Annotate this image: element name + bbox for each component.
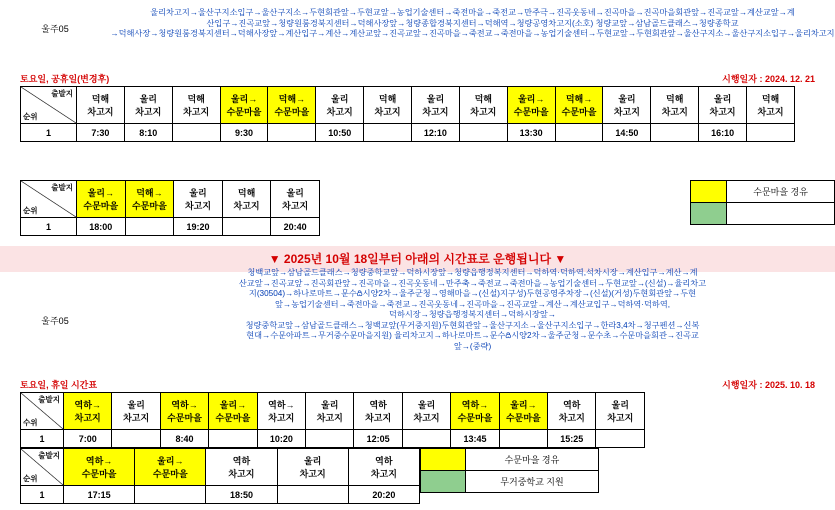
column-header: 덕해 차고지 (364, 87, 412, 124)
column-header: 울리 차고지 (277, 449, 348, 486)
departure-time-cell: 7:00 (64, 430, 112, 448)
column-header: 울리 차고지 (124, 87, 172, 124)
column-header: 덕해 차고지 (459, 87, 507, 124)
column-header: 역하→ 수문마을 (64, 449, 135, 486)
route-path-2-line-1: 청백교앞→삼남골드클래스→청량중학교앞→덕하시장앞→청량읍행정복지센터→덕하역·덕하역,석차시장→계산입구→계산→계 (247, 268, 698, 277)
notice-banner: ▼ 2025년 10월 18일부터 아래의 시간표로 운행됩니다 ▼ (0, 246, 835, 272)
route-path-1-line-1: 울리차고지→울산구지소입구→울산구지소→두현회관앞→두현교앞→농업기술센터→죽전마을→죽전교→만주극→진곡웃동네→진곡마을→진곡마을회관앞→진곡교앞→계산교앞→계 (150, 8, 795, 17)
departure-time-cell (459, 124, 507, 142)
departure-time-cell: 18:00 (77, 218, 126, 236)
timetable-1 (20, 86, 795, 142)
departure-time-cell: 10:50 (316, 124, 364, 142)
departure-time-cell (402, 430, 450, 448)
departure-time-cell (306, 430, 354, 448)
legend-label: 수문마을 경유 (466, 449, 599, 471)
departure-time-cell (364, 124, 412, 142)
column-header: 덕해 차고지 (747, 87, 795, 124)
column-header: 울리 차고지 (271, 181, 320, 218)
table-corner-header: 수위 출발지 (21, 393, 64, 430)
row-number: 1 (21, 124, 77, 142)
column-header: 덕해→ 수문마을 (125, 181, 174, 218)
column-header: 덕해 차고지 (77, 87, 125, 124)
legend-1 (690, 180, 835, 225)
effective-date-1: 시행일자 : 2024. 12. 21 (722, 74, 815, 84)
legend-row (691, 181, 835, 203)
section-2-header (0, 268, 835, 352)
table-row (21, 430, 645, 448)
column-header: 울리 차고지 (316, 87, 364, 124)
departure-time-cell (268, 124, 316, 142)
departure-time-cell: 15:25 (548, 430, 596, 448)
departure-time-cell: 20:20 (348, 486, 419, 504)
departure-time-cell: 17:15 (64, 486, 135, 504)
table-row (21, 124, 795, 142)
schedule-type-label-2: 토요일, 휴일 시간표 (20, 380, 98, 390)
column-header: 덕해→ 수문마을 (555, 87, 603, 124)
column-header: 역하 차고지 (348, 449, 419, 486)
row-number: 1 (21, 218, 77, 236)
departure-time-cell (125, 218, 174, 236)
legend-row (691, 203, 835, 225)
departure-time-cell: 12:05 (354, 430, 402, 448)
route-path-2-line-8: 앞→(중략) (453, 341, 492, 351)
route-path-2-line-4: 앞→농업기술센터→죽전마을→죽전교→진곡웃동네→진곡마을→진곡교앞→계산→계산교입구→덕하역·덕하역, (274, 299, 671, 309)
legend-color-swatch (421, 449, 466, 471)
column-header: 역하→ 수문마을 (451, 393, 499, 430)
departure-time-cell (596, 430, 645, 448)
departure-time-cell: 8:40 (160, 430, 208, 448)
column-header: 울리→ 수문마을 (507, 87, 555, 124)
legend-row (421, 471, 599, 493)
column-header: 울리 차고지 (412, 87, 460, 124)
column-header: 역하→ 차고지 (64, 393, 112, 430)
column-header: 덕해 차고지 (222, 181, 271, 218)
column-header: 울리 차고지 (603, 87, 651, 124)
departure-time-cell (222, 218, 271, 236)
route-number-1: 울주05 (41, 24, 69, 34)
departure-time-cell (555, 124, 603, 142)
departure-time-cell: 20:40 (271, 218, 320, 236)
column-header: 울리 차고지 (306, 393, 354, 430)
departure-time-cell: 18:50 (206, 486, 277, 504)
departure-time-cell (112, 430, 160, 448)
column-header: 울리 차고지 (596, 393, 645, 430)
departure-time-cell (747, 124, 795, 142)
departure-time-cell: 13:45 (451, 430, 499, 448)
row-number: 1 (21, 486, 64, 504)
route-path-2-line-2: 산교앞→진곡교앞→진곡회관앞→진곡마을→진곡웃동네→만주축→죽전교→죽전마을→농업기술센터→두현교앞→(신설)→율리차고 (238, 278, 707, 288)
departure-time-cell: 9:30 (220, 124, 268, 142)
meta-row-2 (20, 378, 815, 391)
timetable-2 (20, 180, 320, 236)
legend-label (727, 203, 835, 225)
departure-time-cell (172, 124, 220, 142)
column-header: 역하 차고지 (354, 393, 402, 430)
meta-row-1 (20, 72, 815, 85)
table-corner-header: 순위 출발지 (21, 449, 64, 486)
table-corner-header: 순위 출발지 (21, 87, 77, 124)
route-path-2-line-7: 현대→수문아파트→무거중수문마을지원) 율리차고지→하나로마트→문수ది시양2차→울주군청→문수초→수문마을회관→진곡교 (246, 331, 699, 340)
effective-date-2: 시행일자 : 2025. 10. 18 (722, 380, 815, 390)
table-row (21, 486, 420, 504)
departure-time-cell: 8:10 (124, 124, 172, 142)
departure-time-cell (209, 430, 257, 448)
row-number: 1 (21, 430, 64, 448)
legend-2 (420, 448, 599, 493)
route-path-1-line-2: 산입구→진곡교앞→청량원룸경북지센터→덕해사장앞→청량종합경북지센터→덕해역→청량공영차고지(소호) 청량교앞→삼남골드클래스→청량종학교 (206, 18, 739, 28)
column-header: 울리 차고지 (112, 393, 160, 430)
departure-time-cell: 12:10 (412, 124, 460, 142)
departure-time-cell: 10:20 (257, 430, 305, 448)
column-header: 덕해→ 수문마을 (268, 87, 316, 124)
departure-time-cell: 16:10 (699, 124, 747, 142)
column-header: 울리→ 수문마을 (77, 181, 126, 218)
column-header: 덕해 차고지 (651, 87, 699, 124)
column-header: 울리 차고지 (699, 87, 747, 124)
column-header: 울리→ 수문마을 (209, 393, 257, 430)
column-header: 울리 차고지 (174, 181, 223, 218)
column-header: 덕해 차고지 (172, 87, 220, 124)
schedule-type-label-1: 토요일, 공휴일(변경후) (20, 74, 110, 84)
column-header: 역하 차고지 (206, 449, 277, 486)
route-path-1-line-3: →덕해사장→청량원룸경북지센터→덕해사장앞→계산입구→계산→계산교앞→진곡교앞→진곡마을→죽전교→죽전마을→농업기술센터→두현교앞→두현회관앞→울산구지소→울산구지소입구→울리차고지 (110, 29, 835, 38)
departure-time-cell (135, 486, 206, 504)
column-header: 역하→ 차고지 (257, 393, 305, 430)
legend-label: 무거중학교 지원 (466, 471, 599, 493)
departure-time-cell: 14:50 (603, 124, 651, 142)
column-header: 울리→ 수문마을 (220, 87, 268, 124)
timetable-3 (20, 392, 645, 448)
route-path-2-line-5: 덕하시장→청량읍행정복지센터→덕하시장앞→ (389, 310, 556, 319)
legend-color-swatch (421, 471, 466, 493)
route-path-2-line-6: 청량중학교앞→삼남골드클래스→청백교앞(무거중지원)두현회관앞→울산구지소→울산구지소입구→한라3,4차→청구펜션→신복 (245, 320, 700, 330)
departure-time-cell (499, 430, 547, 448)
section-1-header (0, 8, 835, 40)
column-header: 울리→ 수문마을 (499, 393, 547, 430)
column-header: 역하→ 수문마을 (160, 393, 208, 430)
legend-row (421, 449, 599, 471)
departure-time-cell (277, 486, 348, 504)
departure-time-cell: 13:30 (507, 124, 555, 142)
column-header: 역하 차고지 (548, 393, 596, 430)
column-header: 울리 차고지 (402, 393, 450, 430)
departure-time-cell: 7:30 (77, 124, 125, 142)
timetable-4 (20, 448, 420, 504)
table-row (21, 218, 320, 236)
column-header: 울리→ 수문마을 (135, 449, 206, 486)
departure-time-cell: 19:20 (174, 218, 223, 236)
departure-time-cell (651, 124, 699, 142)
legend-color-swatch (691, 203, 727, 225)
legend-label: 수문마을 경유 (727, 181, 835, 203)
legend-color-swatch (691, 181, 727, 203)
route-number-2: 울주05 (41, 316, 69, 326)
table-corner-header: 순위 출발지 (21, 181, 77, 218)
route-path-2-line-3: 지(30504)→하나로마트→문수ది시양2차→울주군청→영해마을→(신설)지구성)두현공영주차장→(신설)(거성)두현회관앞→두현 (248, 289, 697, 298)
